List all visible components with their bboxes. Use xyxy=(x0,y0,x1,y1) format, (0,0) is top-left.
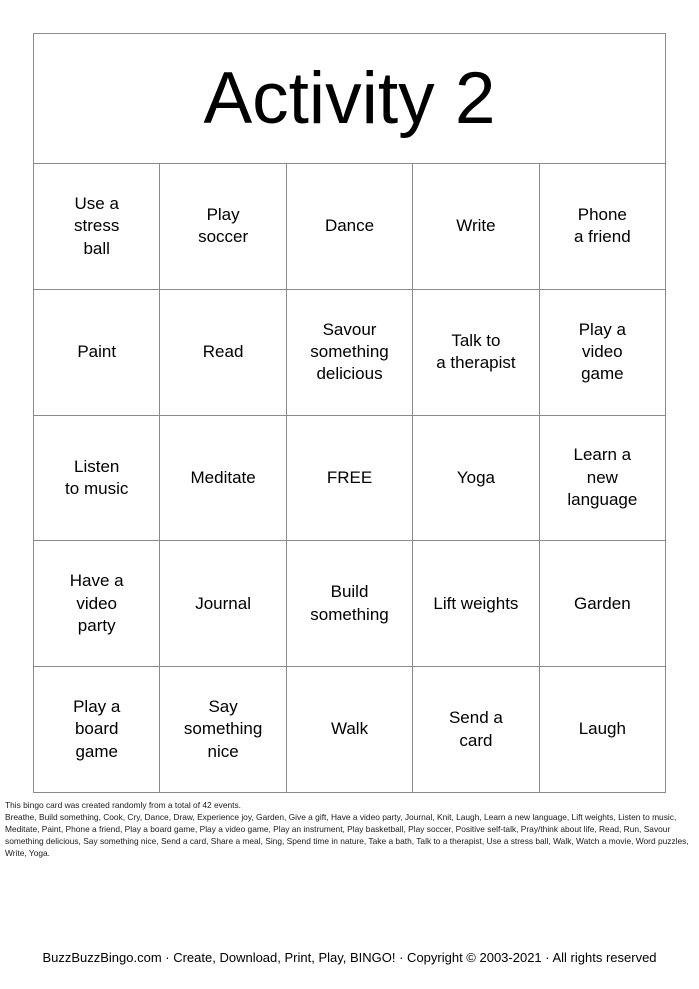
bingo-cell[interactable] xyxy=(540,416,665,541)
bingo-cell[interactable] xyxy=(540,541,665,666)
bingo-cell[interactable] xyxy=(413,416,539,541)
bingo-cell[interactable] xyxy=(34,290,160,415)
bingo-cell-label: Savour something delicious xyxy=(310,319,389,384)
bingo-row xyxy=(34,667,665,792)
bingo-row xyxy=(34,164,665,290)
notes-event-list: Breathe, Build something, Cook, Cry, Dance, Draw, Experience joy, Garden, Give a gift, Have a video party, Journal, Knit, Laugh, Learn a new language, Lift weights, Listen to music, Meditate, Paint, Phone a friend, Play a board game, Play a video game, Play an instrument, Play basketball, Play soccer, Positive self-talk, Pray/think about life, Read, Run, Savour something delicious, Say something nice, Send a card, Share a meal, Sing, Spend time in nature, Take a bath, Talk to a therapist, Use a stress ball, Walk, Watch a movie, Word puzzles, Write, Yoga. xyxy=(5,811,689,858)
bingo-cell-label: Use a stress ball xyxy=(74,193,120,258)
bingo-cell-label: Say something nice xyxy=(183,696,263,761)
bingo-cell-label: Play a board game xyxy=(73,696,121,761)
bingo-cell-label: Talk to a therapist xyxy=(436,330,516,373)
bingo-cell-label: Journal xyxy=(195,593,251,613)
bingo-cell[interactable] xyxy=(160,290,286,415)
bingo-card xyxy=(33,33,666,793)
bingo-cell[interactable] xyxy=(540,290,665,415)
bingo-cell-label: Read xyxy=(202,341,244,361)
bingo-cell[interactable] xyxy=(287,667,413,792)
bingo-cell-label: Play soccer xyxy=(198,204,249,247)
bingo-cell[interactable] xyxy=(413,667,539,792)
bingo-cell-label: FREE xyxy=(326,467,373,487)
bingo-cell-label: Learn a new language xyxy=(567,445,638,510)
bingo-cell-label: Send a card xyxy=(448,708,503,750)
bingo-cell-label: Dance xyxy=(324,216,375,236)
bingo-cell-free[interactable] xyxy=(287,416,413,541)
bingo-cell[interactable] xyxy=(413,541,539,666)
bingo-cell-label: Listen to music xyxy=(65,456,129,498)
bingo-grid xyxy=(34,164,665,792)
bingo-cell-label: Meditate xyxy=(190,467,256,487)
bingo-cell[interactable] xyxy=(34,416,160,541)
page-title: Activity 2 xyxy=(203,58,496,139)
bingo-cell[interactable] xyxy=(287,541,413,666)
bingo-cell-label: Play a video game xyxy=(578,319,626,384)
bingo-cell[interactable] xyxy=(160,541,286,666)
bingo-cell[interactable] xyxy=(540,164,665,289)
bingo-cell[interactable] xyxy=(160,667,286,792)
bingo-cell[interactable] xyxy=(34,541,160,666)
bingo-cell-label: Paint xyxy=(77,341,117,361)
bingo-cell[interactable] xyxy=(160,416,286,541)
bingo-cell-label: Garden xyxy=(573,593,631,613)
card-notes xyxy=(5,800,694,860)
bingo-cell-label: Yoga xyxy=(456,467,495,487)
bingo-row xyxy=(34,416,665,542)
bingo-row xyxy=(34,541,665,667)
bingo-cell-label: Build something xyxy=(310,582,389,624)
bingo-cell[interactable] xyxy=(160,164,286,289)
bingo-cell[interactable] xyxy=(287,164,413,289)
bingo-cell[interactable] xyxy=(34,667,160,792)
notes-summary: This bingo card was created randomly from a total of 42 events. xyxy=(5,800,242,810)
bingo-cell-label: Lift weights xyxy=(433,593,519,613)
bingo-cell[interactable] xyxy=(413,290,539,415)
site-footer: BuzzBuzzBingo.com · Create, Download, Print, Play, BINGO! · Copyright © 2003-2021 · All rights reserved xyxy=(42,950,657,965)
bingo-cell[interactable] xyxy=(287,290,413,415)
bingo-cell[interactable] xyxy=(413,164,539,289)
bingo-cell[interactable] xyxy=(34,164,160,289)
card-title-header xyxy=(34,34,665,164)
bingo-row xyxy=(34,290,665,416)
bingo-cell-label: Walk xyxy=(330,719,369,739)
bingo-cell-label: Write xyxy=(456,216,496,236)
bingo-cell-label: Laugh xyxy=(578,719,626,739)
bingo-cell[interactable] xyxy=(540,667,665,792)
bingo-cell-label: Phone a friend xyxy=(573,204,631,247)
bingo-cell-label: Have a video party xyxy=(69,571,124,635)
